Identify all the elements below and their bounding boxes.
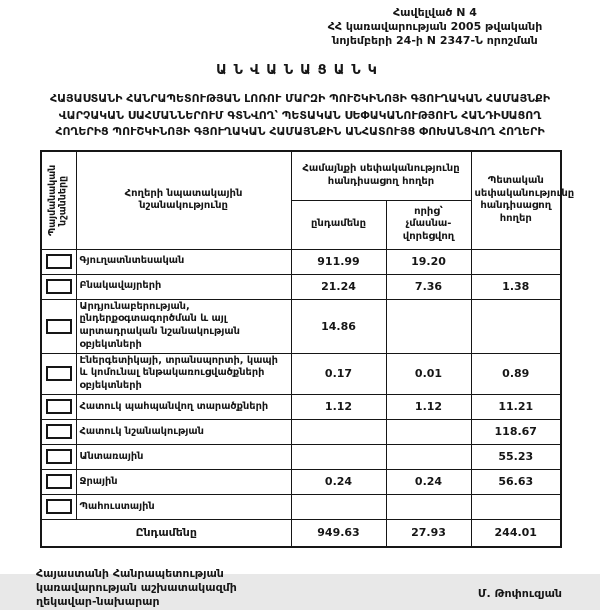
legend-cell (41, 494, 76, 519)
table-total-row (41, 519, 561, 547)
table-row (41, 299, 561, 353)
appendix-note (282, 0, 588, 48)
page-title: ԱՆՎԱՆԱՑԱՆԿ (216, 63, 384, 79)
total-state-value: 244.01 (471, 519, 561, 547)
document-subtitle (0, 91, 600, 141)
community-total-value: 911.99 (291, 249, 386, 274)
legend-cell (41, 249, 76, 274)
legend-box-icon (46, 474, 72, 489)
community-total-value (291, 444, 386, 469)
appendix-line: Հավելված N 4 (393, 6, 477, 19)
legend-box-icon (46, 319, 72, 334)
table-row (41, 419, 561, 444)
community-nonprivatized-value: 0.24 (386, 469, 471, 494)
community-total-value: 0.24 (291, 469, 386, 494)
land-category-label: Գյուղատնտեսական (76, 249, 291, 274)
table-row (41, 394, 561, 419)
community-total-value (291, 494, 386, 519)
legend-cell (41, 419, 76, 444)
state-value: 118.67 (471, 419, 561, 444)
legend-cell (41, 469, 76, 494)
total-community-total-value: 949.63 (291, 519, 386, 547)
state-value: 1.38 (471, 274, 561, 299)
land-category-label: Անտառային (76, 444, 291, 469)
land-category-label: Արդյունաբերության, ընդերքօգտագործման և այլ արտադրական նշանակության օբյեկտների (76, 299, 291, 353)
signatory-title-line: ղեկավար-նախարար (36, 595, 160, 609)
state-value: 11.21 (471, 394, 561, 419)
legend-box-icon (46, 279, 72, 294)
legend-cell (41, 299, 76, 353)
community-total-value: 14.86 (291, 299, 386, 353)
community-nonprivatized-header: որից՝ չմասնա-վորեցվող (386, 200, 471, 249)
appendix-line: ՀՀ կառավարության 2005 թվականի (327, 20, 543, 34)
land-category-label: Ջրային (76, 469, 291, 494)
legend-box-icon (46, 366, 72, 381)
legend-cell (41, 444, 76, 469)
community-group-header: Համայնքի սեփականությունը հանդիսացող հողեր (291, 151, 471, 201)
symbols-column-header-cell (41, 151, 76, 250)
table-row (41, 494, 561, 519)
legend-box-icon (46, 399, 72, 414)
community-total-header: ընդամենը (291, 200, 386, 249)
signatory-title-block (36, 567, 237, 610)
table-row (41, 274, 561, 299)
state-value: 55.23 (471, 444, 561, 469)
purpose-column-header: Հողերի նպատակային նշանակությունը (76, 151, 291, 250)
community-total-value: 0.17 (291, 353, 386, 394)
table-header-row-top (41, 151, 561, 201)
community-nonprivatized-value: 1.12 (386, 394, 471, 419)
legend-cell (41, 353, 76, 394)
community-total-value: 1.12 (291, 394, 386, 419)
community-nonprivatized-value: 7.36 (386, 274, 471, 299)
state-value (471, 299, 561, 353)
state-value (471, 494, 561, 519)
signatory-name: Մ. Թոփուզյան (477, 586, 562, 600)
land-category-label: Էներգետիկայի, տրանսպորտի, կապի և կոմունալ ենթակառուցվածքների օբյեկտների (76, 353, 291, 394)
appendix-line: նոյեմբերի 24-ի N 2347-Ն որոշման (332, 34, 538, 48)
land-category-label: Պահուստային (76, 494, 291, 519)
legend-cell (41, 394, 76, 419)
signatory-title-line: կառավարության աշխատակազմի (36, 581, 237, 595)
signatory-title-line: Հայաստանի Հանրապետության (36, 566, 224, 580)
land-category-label: Հատուկ պահպանվող տարածքների (76, 394, 291, 419)
state-value (471, 249, 561, 274)
community-total-value: 21.24 (291, 274, 386, 299)
subtitle-line: ՀՈՂԵՐԻՑ ՊՈՒՇԿԻՆՈՅԻ ԳՅՈՒՂԱԿԱՆ ՀԱՄԱՅՆՔԻՆ ԱՆՀԱՏՈՒՅՑ ՓՈԽԱՆՑՎՈՂ ՀՈՂԵՐԻ (55, 125, 545, 139)
subtitle-line: ՎԱՐՉԱԿԱՆ ՍԱՀՄԱՆՆԵՐՈՒՄ ԳՏՆՎՈՂ՝ ՊԵՏԱԿԱՆ ՍԵՓԱԿԱՆՈՒԹՅՈՒՆ ՀԱՆԴԻՍԱՑՈՂ (58, 108, 542, 122)
table-row (41, 353, 561, 394)
legend-box-icon (46, 449, 72, 464)
community-nonprivatized-value (386, 494, 471, 519)
legend-box-icon (46, 254, 72, 269)
community-nonprivatized-value (386, 299, 471, 353)
land-transfer-table (40, 150, 575, 548)
total-row-label: Ընդամենը (41, 519, 291, 547)
table-row (41, 444, 561, 469)
state-value: 0.89 (471, 353, 561, 394)
symbols-column-header: Պայմանական նշանները (47, 164, 69, 236)
land-category-label: Հատուկ նշանակության (76, 419, 291, 444)
community-nonprivatized-value (386, 419, 471, 444)
legend-cell (41, 274, 76, 299)
community-nonprivatized-value (386, 444, 471, 469)
table-row (41, 249, 561, 274)
subtitle-line: ՀԱՅԱՍՏԱՆԻ ՀԱՆՐԱՊԵՏՈՒԹՅԱՆ ԼՈՌՈՒ ՄԱՐԶԻ ՊՈՒՇԿԻՆՈՅԻ ԳՅՈՒՂԱԿԱՆ ՀԱՄԱՅՆՔԻ (49, 92, 551, 106)
document-footer (36, 567, 562, 610)
community-nonprivatized-value: 19.20 (386, 249, 471, 274)
total-community-nonprivatized-value: 27.93 (386, 519, 471, 547)
land-category-label: Բնակավայրերի (76, 274, 291, 299)
legend-box-icon (46, 424, 72, 439)
table-row (41, 469, 561, 494)
state-value: 56.63 (471, 469, 561, 494)
legend-box-icon (46, 499, 72, 514)
state-column-header: Պետական սեփականությունը հանդիսացող հողեր (471, 151, 561, 250)
community-nonprivatized-value: 0.01 (386, 353, 471, 394)
community-total-value (291, 419, 386, 444)
